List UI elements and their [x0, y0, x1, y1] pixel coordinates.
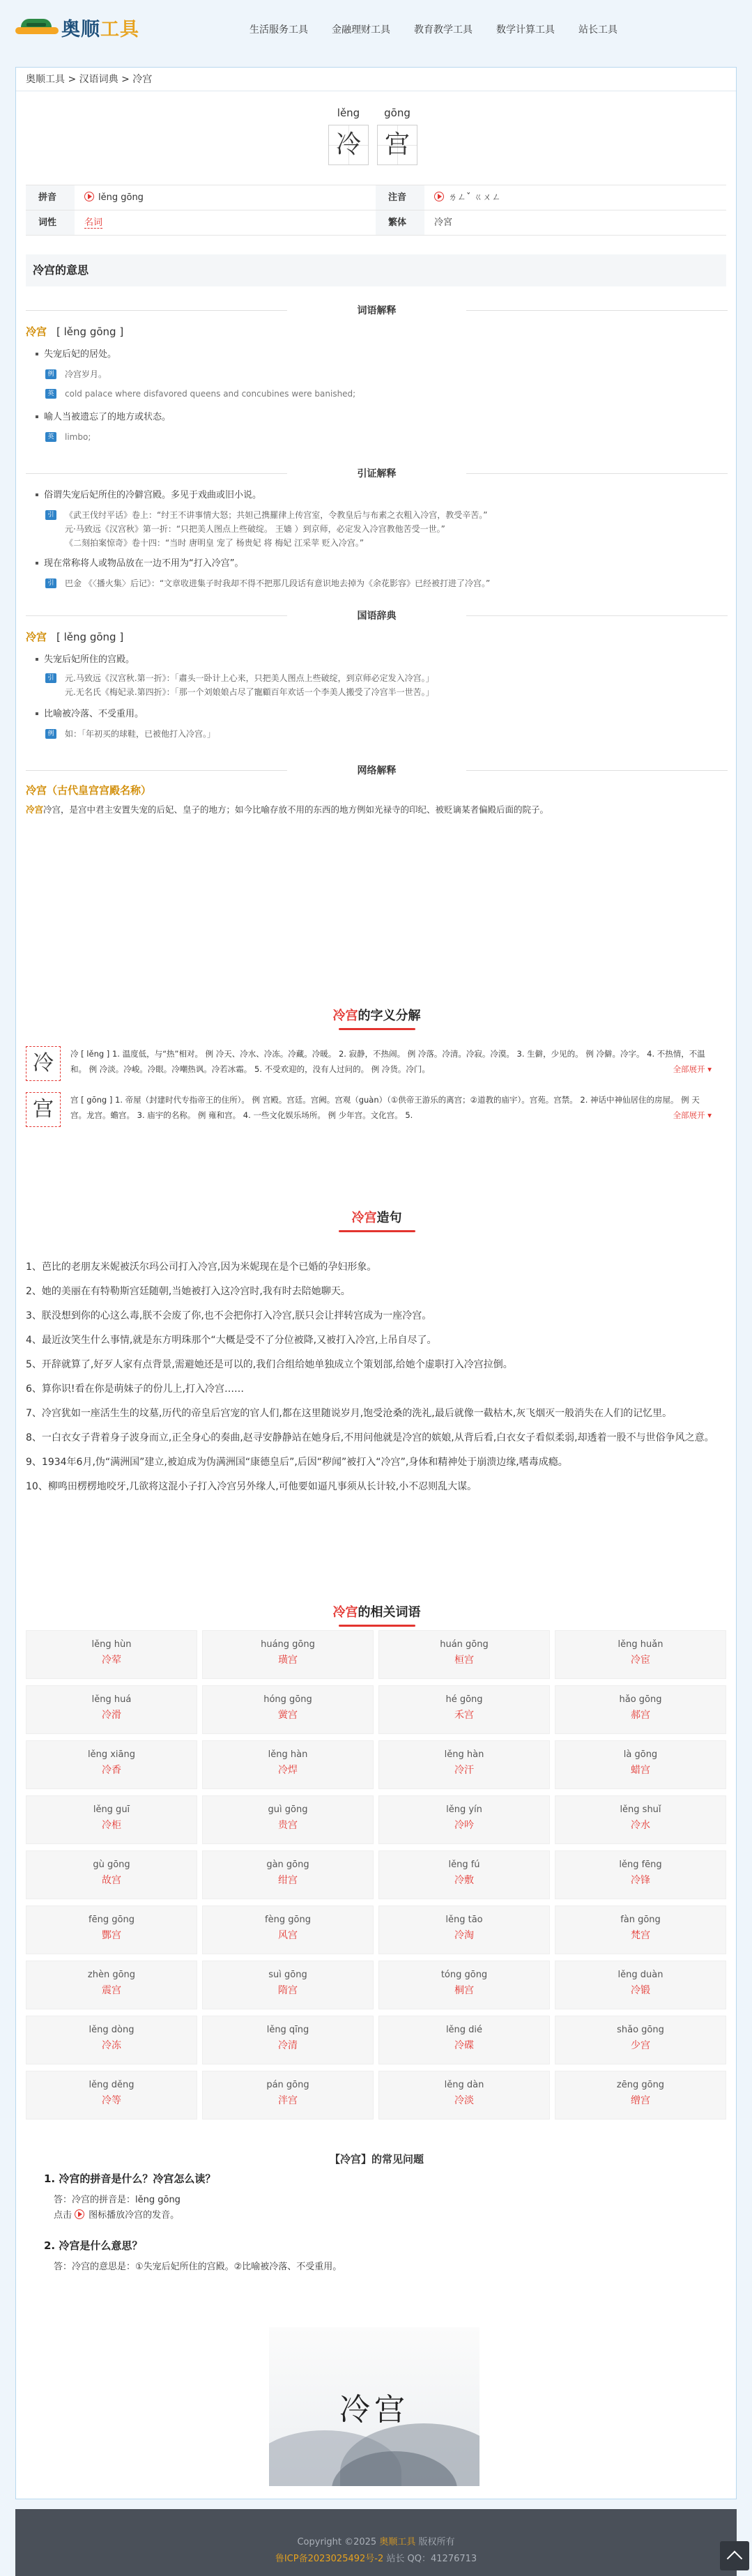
related-word-pinyin: gù gōng [93, 1860, 130, 1870]
nav-item-education[interactable]: 教育教学工具 [414, 24, 473, 36]
related-word-item[interactable] [26, 1685, 197, 1734]
definition: 俗谓失宠后妃所住的冷僻宫殿。多见于戏曲或旧小说。 [36, 487, 261, 500]
related-word-item[interactable] [26, 2016, 197, 2064]
related-word-pinyin: lěng huǎn [617, 1639, 663, 1650]
faq-answer: 答：冷宫的意思是：①失宠后妃所住的宫殿。②比喻被冷落、不受重用。 [54, 2262, 342, 2272]
related-word: 冷水 [631, 1820, 650, 1831]
entry-word: 冷宫 [ lěng gōng ] [26, 325, 124, 338]
definition: 现在常称将人或物品放在一边不用为“打入冷宫”。 [36, 555, 243, 569]
char-pinyin: gōng [384, 107, 410, 119]
related-word: 桐宫 [454, 1985, 474, 1996]
sentence-item: 7、冷宫犹如一座活生生的坟墓,历代的帝皇后宫宠的官人们,都在这里随说岁月,饱受沧桑的洗礼,最后就像一截枯木,灰飞烟灭一般消失在人们的记忆里。 [26, 1408, 673, 1419]
related-word: 桓宫 [454, 1655, 474, 1666]
nav-item-webmaster[interactable]: 站长工具 [578, 24, 617, 36]
main-nav [250, 22, 617, 36]
related-word: 故宫 [102, 1875, 121, 1886]
related-word: 黉宫 [278, 1710, 298, 1721]
fanti-label: 繁体 [376, 210, 424, 235]
citation: 引 元.马致远《汉宫秋.第一折》：「肅头一卧计上心来，只把美人图点上些破绽，到京师必定发入冷宫。」 元.无名氏《梅妃录.第四折》：「那一个刘娘娘占尽了寵顧百年欢话一个李美人搬受了冷宫半一世苦。」 [45, 671, 700, 699]
breadcrumb: 奥顺工具 > 汉语词典 > 冷宫 [16, 68, 736, 91]
related-word-pinyin: lěng dié [445, 2025, 483, 2035]
entry-word: 冷宫 [ lěng gōng ] [26, 631, 124, 643]
related-word-pinyin: shǎo gōng [617, 2025, 664, 2035]
related-word-item[interactable] [202, 1795, 374, 1844]
related-word-item[interactable] [202, 1685, 374, 1734]
expand-link[interactable]: 全部展开 ▾ [669, 1061, 712, 1077]
faq-title: 【冷宫】的常见问题 [329, 2153, 424, 2165]
related-word: 缯宫 [631, 2095, 650, 2106]
related-word-pinyin: huán gōng [440, 1639, 489, 1650]
related-word-pinyin: hóng gōng [263, 1694, 312, 1705]
related-word: 风宫 [278, 1930, 298, 1941]
related-word-item[interactable] [202, 1906, 374, 1954]
related-word-item[interactable] [555, 2016, 726, 2064]
related-word-item[interactable] [555, 2071, 726, 2119]
related-word-item[interactable] [202, 2016, 374, 2064]
example-icon: 例 [45, 729, 56, 739]
sentence-list [26, 1259, 723, 1503]
related-word: 冷碟 [454, 2040, 474, 2051]
example-en: 英 limbo; [45, 430, 91, 444]
related-word: 冷锋 [631, 1875, 650, 1886]
related-word-item[interactable] [555, 1685, 726, 1734]
faq-question: 2. 冷宫是什么意思？ [44, 2239, 143, 2252]
cixing-link[interactable]: 名词 [84, 217, 103, 228]
example-icon: 例 [45, 369, 56, 379]
related-word-pinyin: là gōng [623, 1749, 658, 1760]
related-word-pinyin: lěng hàn [268, 1749, 308, 1760]
back-to-top-button[interactable] [720, 2541, 749, 2570]
related-word: 冷淡 [454, 2095, 474, 2106]
english-icon: 英 [45, 389, 56, 399]
char-split-heading: 冷宫的字义分解 [16, 1006, 737, 1030]
section-title: 国语辞典 [16, 608, 737, 622]
faq-answer: 答：冷宫的拼音是：lěng gōng [54, 2195, 181, 2205]
related-word-pinyin: lěng duàn [617, 1970, 663, 1980]
definition: 失宠后妃所住的宫殿。 [36, 652, 135, 665]
related-word-pinyin: lěng děng [89, 2080, 135, 2090]
citation-icon: 引 [45, 673, 56, 683]
site-footer: Copyright ©2025 奥顺工具 版权所有 鲁ICP备2023025492号-2 站长 QQ：41276713 [15, 2509, 737, 2576]
related-word-item[interactable] [202, 1630, 374, 1679]
related-word-pinyin: fēng gōng [89, 1915, 135, 1925]
related-word: 冷荤 [102, 1655, 121, 1666]
related-word: 冷宦 [631, 1655, 650, 1666]
related-word-pinyin: guì gōng [268, 1804, 308, 1815]
related-word-item[interactable] [26, 1740, 197, 1789]
char-box: 宫 [26, 1092, 61, 1127]
related-word: 冷滑 [102, 1710, 121, 1721]
related-word-item[interactable] [26, 1906, 197, 1954]
related-word-item[interactable] [378, 1906, 550, 1954]
related-word-item[interactable] [378, 1740, 550, 1789]
zhuyin-label: 注音 [376, 185, 424, 210]
related-word-pinyin: zēng gōng [616, 2080, 665, 2090]
char-box: 宫 [377, 125, 417, 165]
related-word-pinyin: lěng dàn [444, 2080, 484, 2090]
cixing-label: 词性 [26, 210, 75, 235]
example: 例 如：「年初买的球鞋，已被他打入冷宫。」 [45, 727, 215, 741]
faq-item [44, 2238, 713, 2275]
nav-item-math[interactable]: 数学计算工具 [496, 24, 555, 36]
related-word-item[interactable] [555, 1961, 726, 2009]
related-word: 少宫 [631, 2040, 650, 2051]
related-word: 蜡宫 [631, 1765, 650, 1776]
footer-brand-link[interactable]: 奥顺工具 [379, 2537, 416, 2547]
related-word: 冷香 [102, 1765, 121, 1776]
faq-answer: 点击 图标播放冷宫的发音。 [54, 2210, 180, 2221]
sentences-heading: 冷宫造句 [16, 1208, 737, 1232]
example-en: 英 cold palace where disfavored queens and concubines were banished; [45, 387, 355, 401]
related-word-pinyin: lěng hùn [91, 1639, 132, 1650]
related-word-item[interactable] [26, 1795, 197, 1844]
related-word-pinyin: lěng shuǐ [620, 1804, 661, 1815]
logo-hat-icon [15, 19, 59, 37]
related-word-pinyin: lěng qīng [266, 2025, 309, 2035]
related-word: 冷清 [278, 2040, 298, 2051]
sentence-item: 6、算你识!看在你是萌妹子的份儿上,打入冷宫…… [26, 1383, 244, 1395]
related-word-item[interactable] [202, 2071, 374, 2119]
related-word: 冷柜 [102, 1820, 121, 1831]
related-word-item[interactable] [555, 1906, 726, 1954]
related-word: 酆宫 [102, 1930, 121, 1941]
related-word-item[interactable] [378, 2016, 550, 2064]
related-word-item[interactable] [26, 2071, 197, 2119]
related-word: 冷锻 [631, 1985, 650, 1996]
related-word-item[interactable] [555, 1630, 726, 1679]
word-poster-image: 冷宫 [269, 2327, 479, 2486]
related-word: 冷吟 [454, 1820, 474, 1831]
definition: 比喻被冷落、不受重用。 [36, 706, 144, 719]
related-heading: 冷宫的相关词语 [16, 1602, 737, 1627]
related-word-pinyin: fèng gōng [265, 1915, 311, 1925]
definition: 喻人当被遗忘了的地方或状态。 [36, 409, 171, 422]
related-word-item[interactable] [26, 1850, 197, 1899]
related-word: 冷敷 [454, 1875, 474, 1886]
section-title: 网络解释 [16, 763, 737, 777]
sentence-item: 1、芭比的老朋友米妮被沃尔玛公司打入冷宫,因为米妮现在是个已婚的孕妇形象。 [26, 1262, 377, 1273]
info-table [26, 185, 726, 236]
fanti-value: 冷宮 [434, 217, 453, 228]
related-word-item[interactable] [26, 1630, 197, 1679]
related-word-pinyin: lěng hàn [444, 1749, 484, 1760]
section-title: 词语解释 [16, 303, 737, 317]
related-word-pinyin: gàn gōng [266, 1860, 309, 1870]
citation-icon: 引 [45, 510, 56, 520]
sentence-item: 8、一白衣女子背着身子波身而立,正全身心的奏曲,赵寻安静静站在她身后,不用问他就是冷宫的嫔娘,从背后看,白衣女子看似柔弱,却透着一股不与世俗争风之意。 [26, 1432, 714, 1443]
related-word-item[interactable] [378, 1795, 550, 1844]
related-word-pinyin: fàn gōng [620, 1915, 661, 1925]
related-word-pinyin: suì gōng [268, 1970, 307, 1980]
related-word-pinyin: lěng tāo [445, 1915, 483, 1925]
related-word-pinyin: lěng fú [448, 1860, 480, 1870]
site-logo[interactable] [15, 14, 139, 41]
citation: 引 《武王伐纣平话》卷上：“纣王不讲事情大怒；共妲己携羅律上传宫室，令教皇后与布素之衣粗入冷宫，教受辛苦。” 元·马致远《汉宫秋》第一折：“只把美人图点上些破绽。 王嫱 ）到京师，必定发入冷宫教他苦受一世。” 《二刻拍案惊奇》卷十四：“当时 唐明皇 宠了 杨贵妃 将 梅妃 江采苹 贬入冷宫。” [45, 508, 700, 550]
english-icon: 英 [45, 432, 56, 442]
related-word-item[interactable] [378, 1850, 550, 1899]
related-word-pinyin: lěng huá [91, 1694, 132, 1705]
related-word: 隋宫 [278, 1985, 298, 1996]
related-word-item[interactable] [555, 1850, 726, 1899]
related-word: 冷焊 [278, 1765, 298, 1776]
meaning-heading: 冷宫的意思 [26, 254, 726, 286]
related-word: 梵宫 [631, 1930, 650, 1941]
related-word: 贵宫 [278, 1820, 298, 1831]
related-word-pinyin: lěng dòng [89, 2025, 135, 2035]
section-title: 引证解释 [16, 466, 737, 480]
zhuyin-value: ㄌㄥˇ ㄍㄨㄥ [448, 192, 501, 203]
related-word: 泮宫 [278, 2095, 298, 2106]
pinyin-label: 拼音 [26, 185, 75, 210]
nav-item-life[interactable]: 生活服务工具 [250, 24, 308, 36]
char-split-item: 冷 冷 [ lěng ] 1. 温度低，与“热”相对。 例 冷天、冷水、冷冻。冷藏。冷暖。 2. 寂静，不热闹。 例 冷落。冷清。冷寂。冷漠。 3. 生僻，少见的。 例 冷僻。冷字。 4. 不热情，不温和。 例 冷淡。冷峻。冷眼。冷嘲热讽。冷若冰霜。 5. 不受欢迎的，没有人过问的。 例 冷货。冷门。 全部展开 ▾ [26, 1046, 726, 1081]
expand-link[interactable]: 全部展开 ▾ [669, 1107, 712, 1123]
citation-icon: 引 [45, 578, 56, 588]
example: 例 冷宫岁月。 [45, 367, 107, 381]
related-word-item[interactable] [378, 1685, 550, 1734]
faq-question: 1. 冷宫的拼音是什么？冷宫怎么读？ [44, 2172, 216, 2185]
sentence-item: 10、柳鸣田楞楞地咬牙,几欲将这混小子打入冷宫另外缘人,可他要如逼凡事须从长计较,小不忍则乱大谋。 [26, 1481, 477, 1492]
related-word-item[interactable] [202, 1740, 374, 1789]
entry-word: 冷宫（古代皇宫宫殿名称） [26, 784, 152, 797]
citation: 引 巴金 《〈播火集〉后记》：“文章收进集子时我却不得不把那几段话有意识地去掉为《余花影容》已经被打进了冷宫。” [45, 576, 700, 590]
related-word-pinyin: huáng gōng [261, 1639, 315, 1650]
sentence-item: 5、开辞就算了,好歹人家有点背景,需避她还是可以的,我们合组给她单独成立个策划部,给她个虚职打入冷宫拉倒。 [26, 1359, 513, 1370]
related-word-pinyin: tóng gōng [440, 1970, 488, 1980]
related-word-item[interactable] [555, 1795, 726, 1844]
play-audio-icon[interactable] [75, 2209, 84, 2219]
definition: 失宠后妃的居处。 [36, 346, 116, 360]
related-word: 禾宫 [454, 1710, 474, 1721]
char-pinyin: lěng [337, 107, 360, 119]
char-box: 冷 [328, 125, 369, 165]
related-word: 璜宫 [278, 1655, 298, 1666]
related-words-grid [26, 1630, 726, 2119]
faq-item [44, 2171, 713, 2223]
sentence-item: 3、朕没想到你的心这么毒,朕不会废了你,也不会把你打入冷宫,朕只会让拌转宫成为一座冷宫。 [26, 1310, 432, 1321]
icp-link[interactable]: 鲁ICP备2023025492号-2 [275, 2554, 384, 2564]
char-split-item: 宫 宫 [ gōng ] 1. 帝屋（封建时代专指帝王的住所）。 例 宫殿。宫廷。宫阙。宫观（guàn）（①供帝王游乐的离宫；②道教的庙宇）。宫苑。宫禁。 2. 神话中神仙居住的房屋。 例 天宫。龙宫。蟾宫。 3. 庙宇的名称。 例 雍和宫。 4. 一些文化娱乐场所。 例 少年宫。文化宫。 5. 全部展开 ▾ [26, 1092, 726, 1127]
char-box: 冷 [26, 1046, 61, 1081]
related-word: 震宫 [102, 1985, 121, 1996]
related-word-item[interactable] [378, 1630, 550, 1679]
related-word: 绀宫 [278, 1875, 298, 1886]
related-word-pinyin: pán gōng [266, 2080, 309, 2090]
related-word-pinyin: hǎo gōng [619, 1694, 662, 1705]
related-word-item[interactable] [26, 1961, 197, 2009]
related-word: 冷冻 [102, 2040, 121, 2051]
sentence-item: 2、她的美丽在有特勒斯宫廷随朝,当她被打入这冷宫时,我有时去陪她聊天。 [26, 1286, 351, 1297]
related-word-item[interactable] [378, 2071, 550, 2119]
site-header [0, 0, 752, 60]
main-content [15, 67, 737, 2499]
related-word-pinyin: lěng fēng [619, 1860, 662, 1870]
related-word-item[interactable] [202, 1961, 374, 2009]
related-word-pinyin: hé gōng [445, 1694, 483, 1705]
related-word-pinyin: zhèn gōng [87, 1970, 136, 1980]
related-word-item[interactable] [378, 1961, 550, 2009]
play-audio-icon[interactable] [434, 192, 444, 201]
play-audio-icon[interactable] [84, 192, 94, 201]
related-word-item[interactable] [202, 1850, 374, 1899]
related-word-pinyin: lěng yín [446, 1804, 482, 1815]
related-word: 冷等 [102, 2095, 121, 2106]
related-word-item[interactable] [555, 1740, 726, 1789]
related-word: 冷淘 [454, 1930, 474, 1941]
web-definition: 冷宫冷宫，是宫中君主安置失宠的后妃、皇子的地方；如今比喻存放不用的东西的地方例如光禄寺的印纪、被贬谪某者偏殿后面的院子。 [26, 804, 549, 815]
nav-item-finance[interactable]: 金融理财工具 [332, 24, 390, 36]
related-word-pinyin: lěng guī [93, 1804, 130, 1815]
sentence-item: 9、1934年6月,伪“满洲国”建立,被迫成为伪满洲国“康德皇后”,后因“秽闻”被打入“冷宫”,身体和精神处于崩溃边缘,嗜毒成瘾。 [26, 1457, 568, 1468]
logo-text: 奥顺工具 [61, 19, 139, 40]
related-word: 冷汗 [454, 1765, 474, 1776]
related-word: 郝宫 [631, 1710, 650, 1721]
sentence-item: 4、最近汝笑生什么事情,就是东方明珠那个“大概是受不了分位被降,又被打入冷宫,上吊自尽了。 [26, 1335, 437, 1346]
pinyin-value: lěng gōng [98, 192, 144, 203]
related-word-pinyin: lěng xiāng [88, 1749, 135, 1760]
